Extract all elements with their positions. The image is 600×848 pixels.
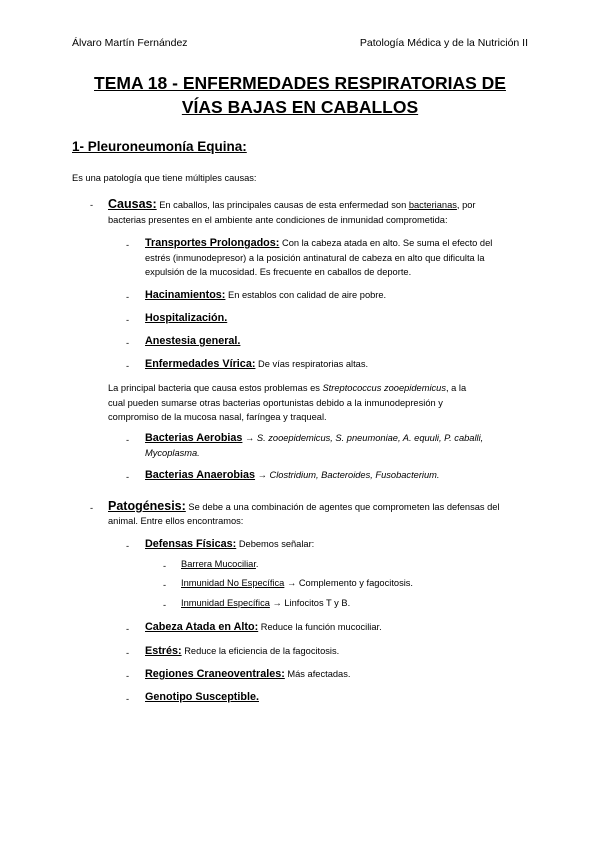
list-item: Genotipo Susceptible. bbox=[145, 691, 259, 703]
bullet-dash: - bbox=[126, 361, 130, 371]
bullet-dash: - bbox=[126, 240, 130, 250]
bacteria-paragraph: La principal bacteria que causa estos problemas es Streptococcus zooepidemicus, a la cual pueden sumarse otras bacterias oportunistas debido a la inmunodepresión y compromiso de la mucosa nasal, faríngea y traqueal. bbox=[108, 383, 467, 422]
list-item: Barrera Mucociliar. bbox=[181, 559, 259, 569]
document-title-line2: VÍAS BAJAS EN CABALLOS bbox=[181, 97, 419, 117]
bullet-dash: - bbox=[126, 541, 130, 551]
section-intro: Es una patología que tiene múltiples causas: bbox=[72, 173, 257, 183]
bullet-dash: - bbox=[126, 472, 130, 482]
header-author: Álvaro Martín Fernández bbox=[72, 37, 188, 49]
list-item: Hospitalización. bbox=[145, 312, 228, 324]
bullet-dash: - bbox=[126, 671, 130, 681]
list-item: Anestesia general. bbox=[145, 335, 241, 347]
document-title-line1: TEMA 18 - ENFERMEDADES RESPIRATORIAS DE bbox=[94, 73, 506, 93]
list-item: Enfermedades Vírica: De vías respiratorias altas. bbox=[145, 358, 369, 370]
list-item: Transportes Prolongados: Con la cabeza atada en alto. Se suma el efecto del estrés (inmunodepresor) a la posición antinatural de cabeza en alto que dificulta la expulsión de la mucosidad. Es frecuente en caballos de deporte. bbox=[145, 237, 493, 277]
causas-label: Causas: bbox=[108, 197, 157, 211]
bullet-dash: - bbox=[126, 694, 130, 704]
list-item: Bacterias Aerobias → S. zooepidemicus, S. pneumoniae, A. equuli, P. caballi, Mycoplasma. bbox=[145, 432, 484, 458]
bullet-dash: - bbox=[126, 624, 130, 634]
bullet-dash: - bbox=[126, 435, 130, 445]
causas-line1: Causas: En caballos, las principales causas de esta enfermedad son bacterianas, por bbox=[108, 197, 476, 211]
patogenesis-label: Patogénesis: bbox=[108, 499, 186, 513]
bullet-dash: - bbox=[126, 338, 130, 348]
causas-line2: bacterias presentes en el ambiente ante condiciones de inmunidad comprometida: bbox=[108, 215, 448, 225]
section-heading: 1- Pleuroneumonía Equina: bbox=[72, 139, 247, 154]
header-subject: Patología Médica y de la Nutrición II bbox=[359, 37, 528, 49]
bullet-dash: - bbox=[163, 561, 167, 571]
patogenesis-line2: animal. Entre ellos encontramos: bbox=[108, 516, 244, 526]
patogenesis-line1: Patogénesis: Se debe a una combinación de agentes que comprometen las defensas del bbox=[108, 499, 500, 513]
list-item: Bacterias Anaerobias → Clostridium, Bacteroides, Fusobacterium. bbox=[145, 469, 440, 481]
list-item: Defensas Físicas: Debemos señalar: bbox=[145, 538, 315, 550]
list-item: Regiones Craneoventrales: Más afectadas. bbox=[145, 668, 351, 680]
bullet-dash: - bbox=[90, 503, 94, 513]
bullet-dash: - bbox=[163, 580, 167, 590]
list-item: Hacinamientos: En establos con calidad de aire pobre. bbox=[145, 289, 387, 301]
bullet-dash: - bbox=[126, 315, 130, 325]
bullet-dash: - bbox=[163, 600, 167, 610]
bullet-dash: - bbox=[90, 200, 94, 210]
item-label: Transportes Prolongados: bbox=[145, 237, 280, 249]
bullet-dash: - bbox=[126, 648, 130, 658]
list-item: Estrés: Reduce la eficiencia de la fagocitosis. bbox=[145, 645, 340, 657]
bacterianas-link: bacterianas bbox=[408, 200, 457, 210]
list-item: Inmunidad Específica → Linfocitos T y B. bbox=[181, 598, 351, 608]
list-item: Inmunidad No Específica → Complemento y fagocitosis. bbox=[181, 578, 414, 588]
bullet-dash: - bbox=[126, 292, 130, 302]
list-item: Cabeza Atada en Alto: Reduce la función mucociliar. bbox=[145, 621, 382, 633]
